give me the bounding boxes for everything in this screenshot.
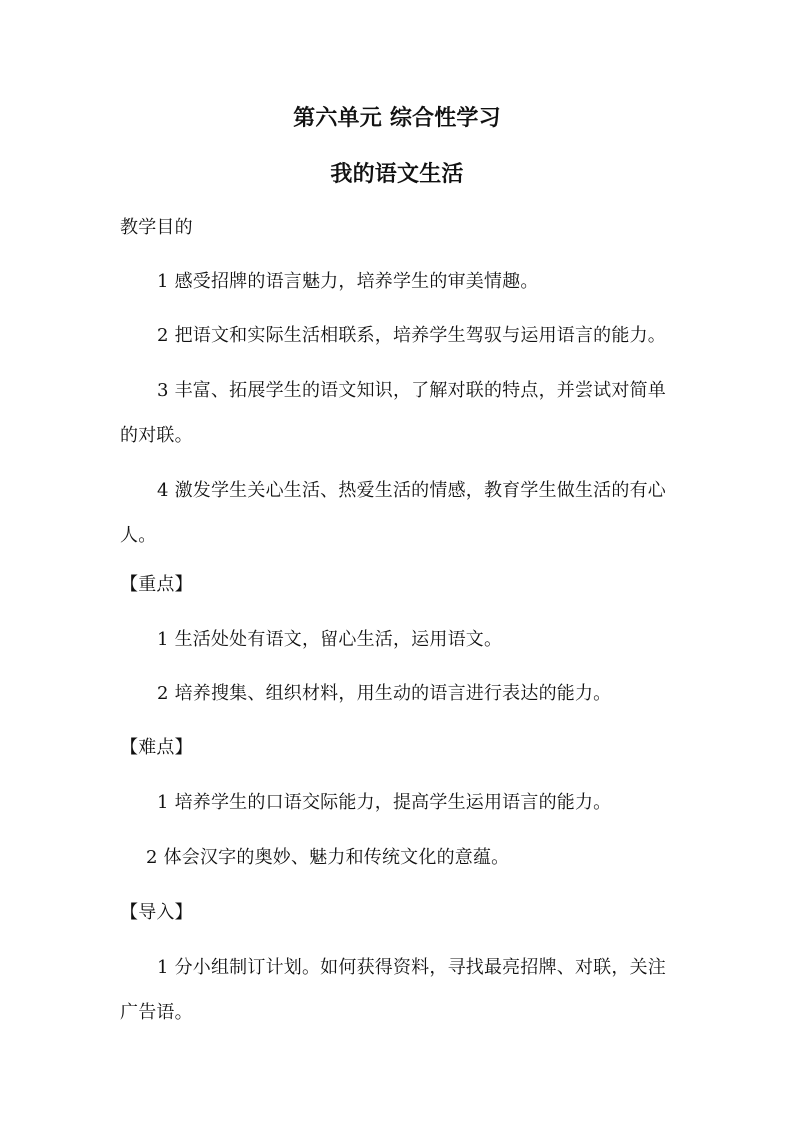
objective-item: 1 感受招牌的语言魅力，培养学生的审美情趣。 xyxy=(157,271,539,292)
objective-item-continued: 人。 xyxy=(120,525,157,546)
document-title: 第六单元 综合性学习 xyxy=(293,105,501,131)
objectives-heading: 教学目的 xyxy=(120,217,193,238)
key-point-item: 2 培养搜集、组织材料，用生动的语言进行表达的能力。 xyxy=(157,683,612,704)
difficulties-heading: 【难点】 xyxy=(120,737,193,758)
objective-item-continued: 的对联。 xyxy=(120,425,193,446)
objective-item: 2 把语文和实际生活相联系，培养学生驾驭与运用语言的能力。 xyxy=(157,325,666,346)
introduction-item: 1 分小组制订计划。如何获得资料，寻找最亮招牌、对联，关注 xyxy=(157,957,666,978)
difficulty-item: 2 体会汉字的奥妙、魅力和传统文化的意蕴。 xyxy=(146,847,510,868)
introduction-item-continued: 广告语。 xyxy=(120,1002,193,1023)
difficulty-item: 1 培养学生的口语交际能力，提高学生运用语言的能力。 xyxy=(157,792,612,813)
objective-item: 4 激发学生关心生活、热爱生活的情感，教育学生做生活的有心 xyxy=(157,480,666,501)
document-subtitle: 我的语文生活 xyxy=(330,161,464,187)
objective-item: 3 丰富、拓展学生的语文知识，了解对联的特点，并尝试对简单 xyxy=(157,380,666,401)
key-points-heading: 【重点】 xyxy=(120,574,193,595)
introduction-heading: 【导入】 xyxy=(120,902,193,923)
key-point-item: 1 生活处处有语文，留心生活，运用语文。 xyxy=(157,629,503,650)
